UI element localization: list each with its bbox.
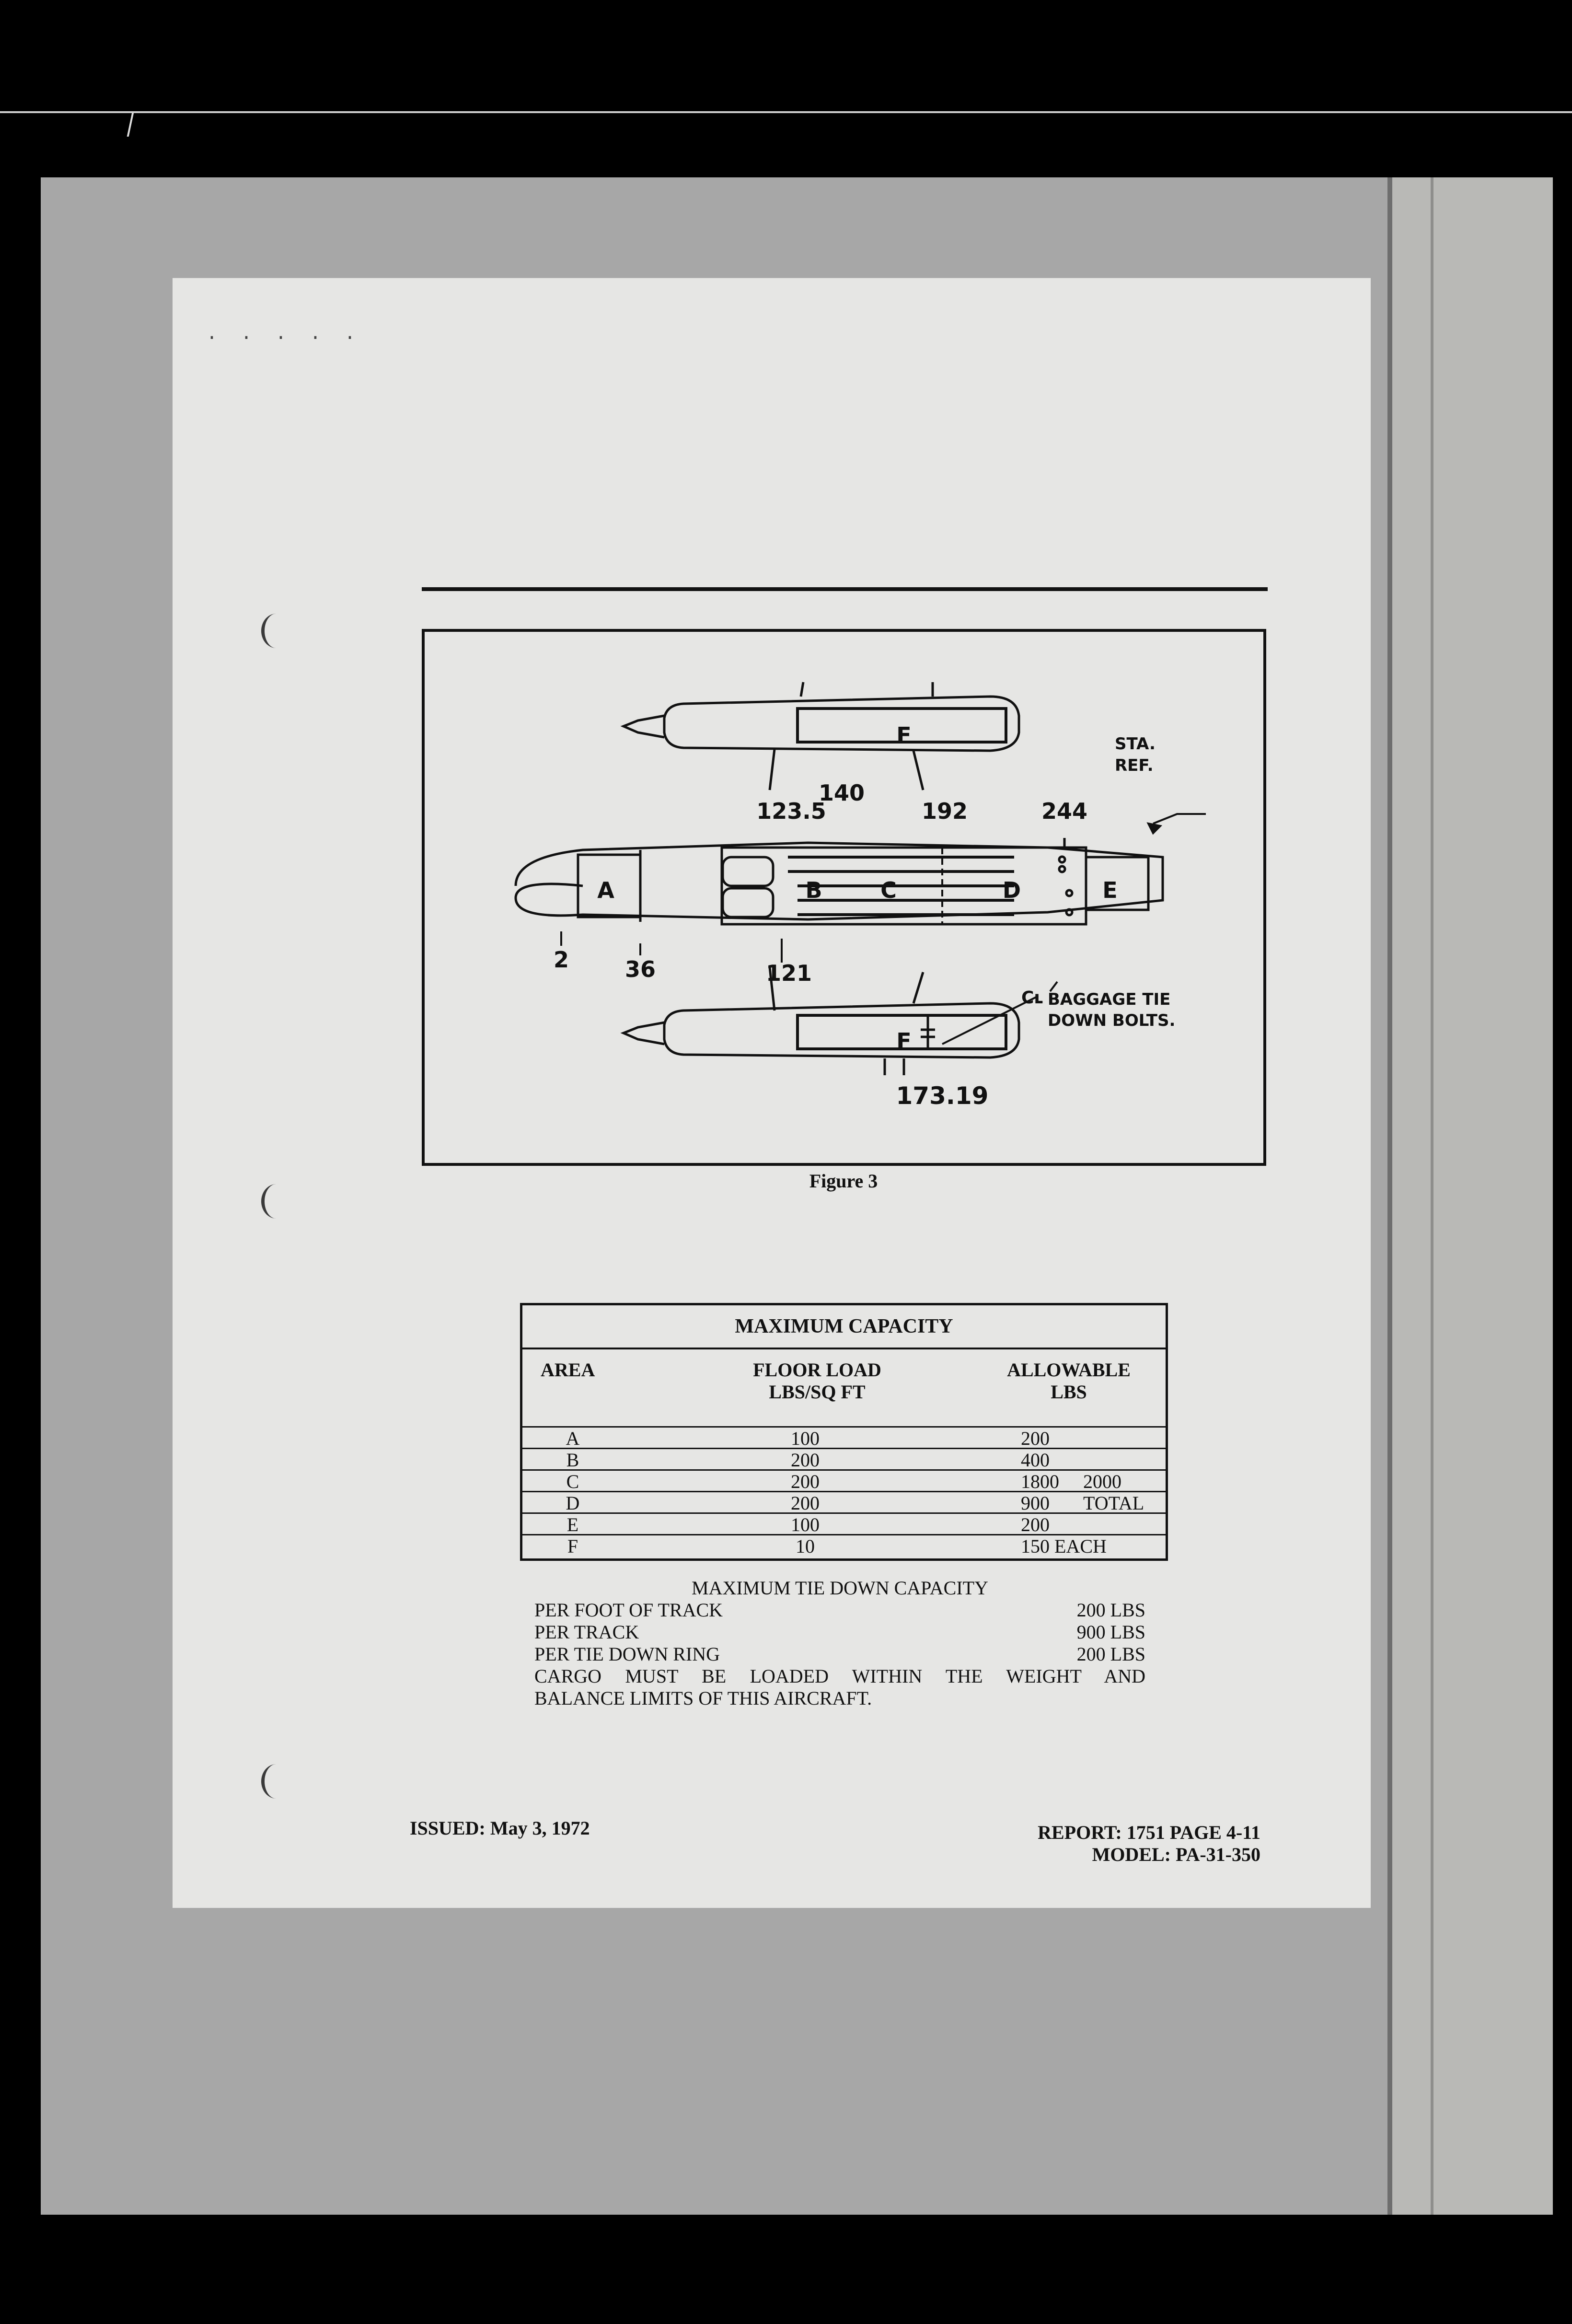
table-row bbox=[522, 1448, 1166, 1471]
report-number: REPORT: 1751 PAGE 4-11 bbox=[1038, 1822, 1260, 1843]
model-number: MODEL: PA-31-350 bbox=[1092, 1844, 1260, 1865]
station-label: 123.5 bbox=[756, 798, 826, 824]
zone-label: C bbox=[880, 877, 897, 903]
cell-area: F bbox=[567, 1535, 578, 1557]
cell-allowable: 400 bbox=[1021, 1449, 1050, 1471]
station-label: 192 bbox=[921, 798, 968, 824]
upper-nacelle bbox=[624, 682, 1019, 790]
cell-floor-load: 200 bbox=[791, 1449, 820, 1471]
cell-area: A bbox=[566, 1428, 580, 1449]
zone-label: B bbox=[805, 877, 822, 903]
header-line: FLOOR LOAD bbox=[753, 1359, 881, 1381]
zone-label: A bbox=[597, 877, 614, 903]
zone-label: E bbox=[1102, 877, 1118, 903]
figure-frame bbox=[422, 629, 1266, 1166]
lower-nacelle bbox=[624, 967, 1038, 1075]
tie-down-row bbox=[534, 1621, 1145, 1643]
baggage-note: BAGGAGE TIE bbox=[1048, 990, 1171, 1009]
table-row bbox=[522, 1512, 1166, 1535]
cell-area: E bbox=[566, 1514, 579, 1535]
tie-down-row bbox=[534, 1599, 1145, 1621]
cell-note: TOTAL bbox=[1083, 1492, 1144, 1514]
table-row bbox=[522, 1491, 1166, 1514]
header-line: LBS/SQ FT bbox=[769, 1381, 866, 1403]
tie-down-row bbox=[534, 1643, 1145, 1665]
header-rule bbox=[422, 587, 1268, 591]
header-line: LBS bbox=[1051, 1381, 1087, 1403]
report-block bbox=[911, 1822, 1260, 1866]
header-area: AREA bbox=[541, 1359, 595, 1381]
aircraft-plan-diagram bbox=[425, 632, 1263, 1163]
station-label: 36 bbox=[624, 956, 656, 982]
zone-label: D bbox=[1002, 877, 1021, 903]
table-rule bbox=[522, 1348, 1166, 1349]
cell-floor-load: 200 bbox=[791, 1471, 820, 1492]
tie-down-value: 200 LBS bbox=[1076, 1599, 1145, 1621]
cell-floor-load: 10 bbox=[796, 1535, 815, 1557]
board-grain bbox=[1431, 177, 1433, 2215]
tie-down-value: 200 LBS bbox=[1076, 1643, 1145, 1665]
header-line: ALLOWABLE bbox=[1007, 1359, 1131, 1381]
table-row bbox=[522, 1426, 1166, 1449]
station-label: 244 bbox=[1041, 798, 1088, 824]
tie-down-label: PER TRACK bbox=[534, 1621, 639, 1643]
zone-label: F bbox=[896, 722, 912, 748]
capacity-table bbox=[520, 1303, 1168, 1561]
punch-hole-icon bbox=[261, 614, 291, 648]
margin-marks: . . . . . bbox=[206, 324, 362, 345]
cargo-note-line: BALANCE LIMITS OF THIS AIRCRAFT. bbox=[534, 1687, 872, 1709]
zone-label: F bbox=[896, 1028, 912, 1054]
cell-allowable: 1800 bbox=[1021, 1471, 1059, 1492]
punch-hole-icon bbox=[261, 1764, 291, 1799]
tie-down-section bbox=[534, 1577, 1145, 1709]
cell-area: B bbox=[566, 1449, 579, 1471]
issued-date: ISSUED: May 3, 1972 bbox=[410, 1817, 590, 1839]
station-label: 121 bbox=[765, 960, 812, 986]
cell-floor-load: 100 bbox=[791, 1514, 820, 1535]
cell-area: C bbox=[566, 1471, 579, 1492]
station-label: 173.19 bbox=[896, 1082, 989, 1110]
punch-hole-icon bbox=[261, 1184, 291, 1219]
cell-floor-load: 200 bbox=[791, 1492, 820, 1514]
tie-down-value: 900 LBS bbox=[1076, 1621, 1145, 1643]
sta-ref-label: REF. bbox=[1115, 756, 1154, 775]
cell-area: D bbox=[566, 1492, 580, 1514]
table-row bbox=[522, 1534, 1166, 1557]
table-title: MAXIMUM CAPACITY bbox=[735, 1315, 953, 1337]
cell-floor-load: 100 bbox=[791, 1428, 820, 1449]
tie-down-title: MAXIMUM TIE DOWN CAPACITY bbox=[692, 1577, 988, 1599]
scan-mark bbox=[127, 113, 153, 137]
centerline-mark: Cʟ bbox=[1021, 988, 1043, 1008]
table-row bbox=[522, 1469, 1166, 1492]
station-label: 2 bbox=[553, 947, 569, 973]
cell-allowable: 150 EACH bbox=[1021, 1535, 1107, 1557]
figure-caption: Figure 3 bbox=[809, 1170, 878, 1192]
station-label: 140 bbox=[818, 780, 865, 806]
header-allowable bbox=[973, 1359, 1165, 1403]
baggage-note: DOWN BOLTS. bbox=[1048, 1011, 1176, 1030]
wood-board-edge bbox=[1387, 177, 1553, 2215]
tie-down-label: PER TIE DOWN RING bbox=[534, 1643, 720, 1665]
sta-ref-label: STA. bbox=[1115, 734, 1156, 754]
cell-allowable: 200 bbox=[1021, 1514, 1050, 1535]
cargo-note-line: CARGO MUST BE LOADED WITHIN THE WEIGHT AND bbox=[534, 1665, 1145, 1687]
cell-allowable: 900 bbox=[1021, 1492, 1050, 1514]
cell-allowable: 200 bbox=[1021, 1428, 1050, 1449]
tie-down-label: PER FOOT OF TRACK bbox=[534, 1599, 723, 1621]
header-floor-load bbox=[705, 1359, 930, 1403]
scan-edge-line bbox=[0, 111, 1572, 113]
cell-note: 2000 bbox=[1083, 1471, 1121, 1492]
